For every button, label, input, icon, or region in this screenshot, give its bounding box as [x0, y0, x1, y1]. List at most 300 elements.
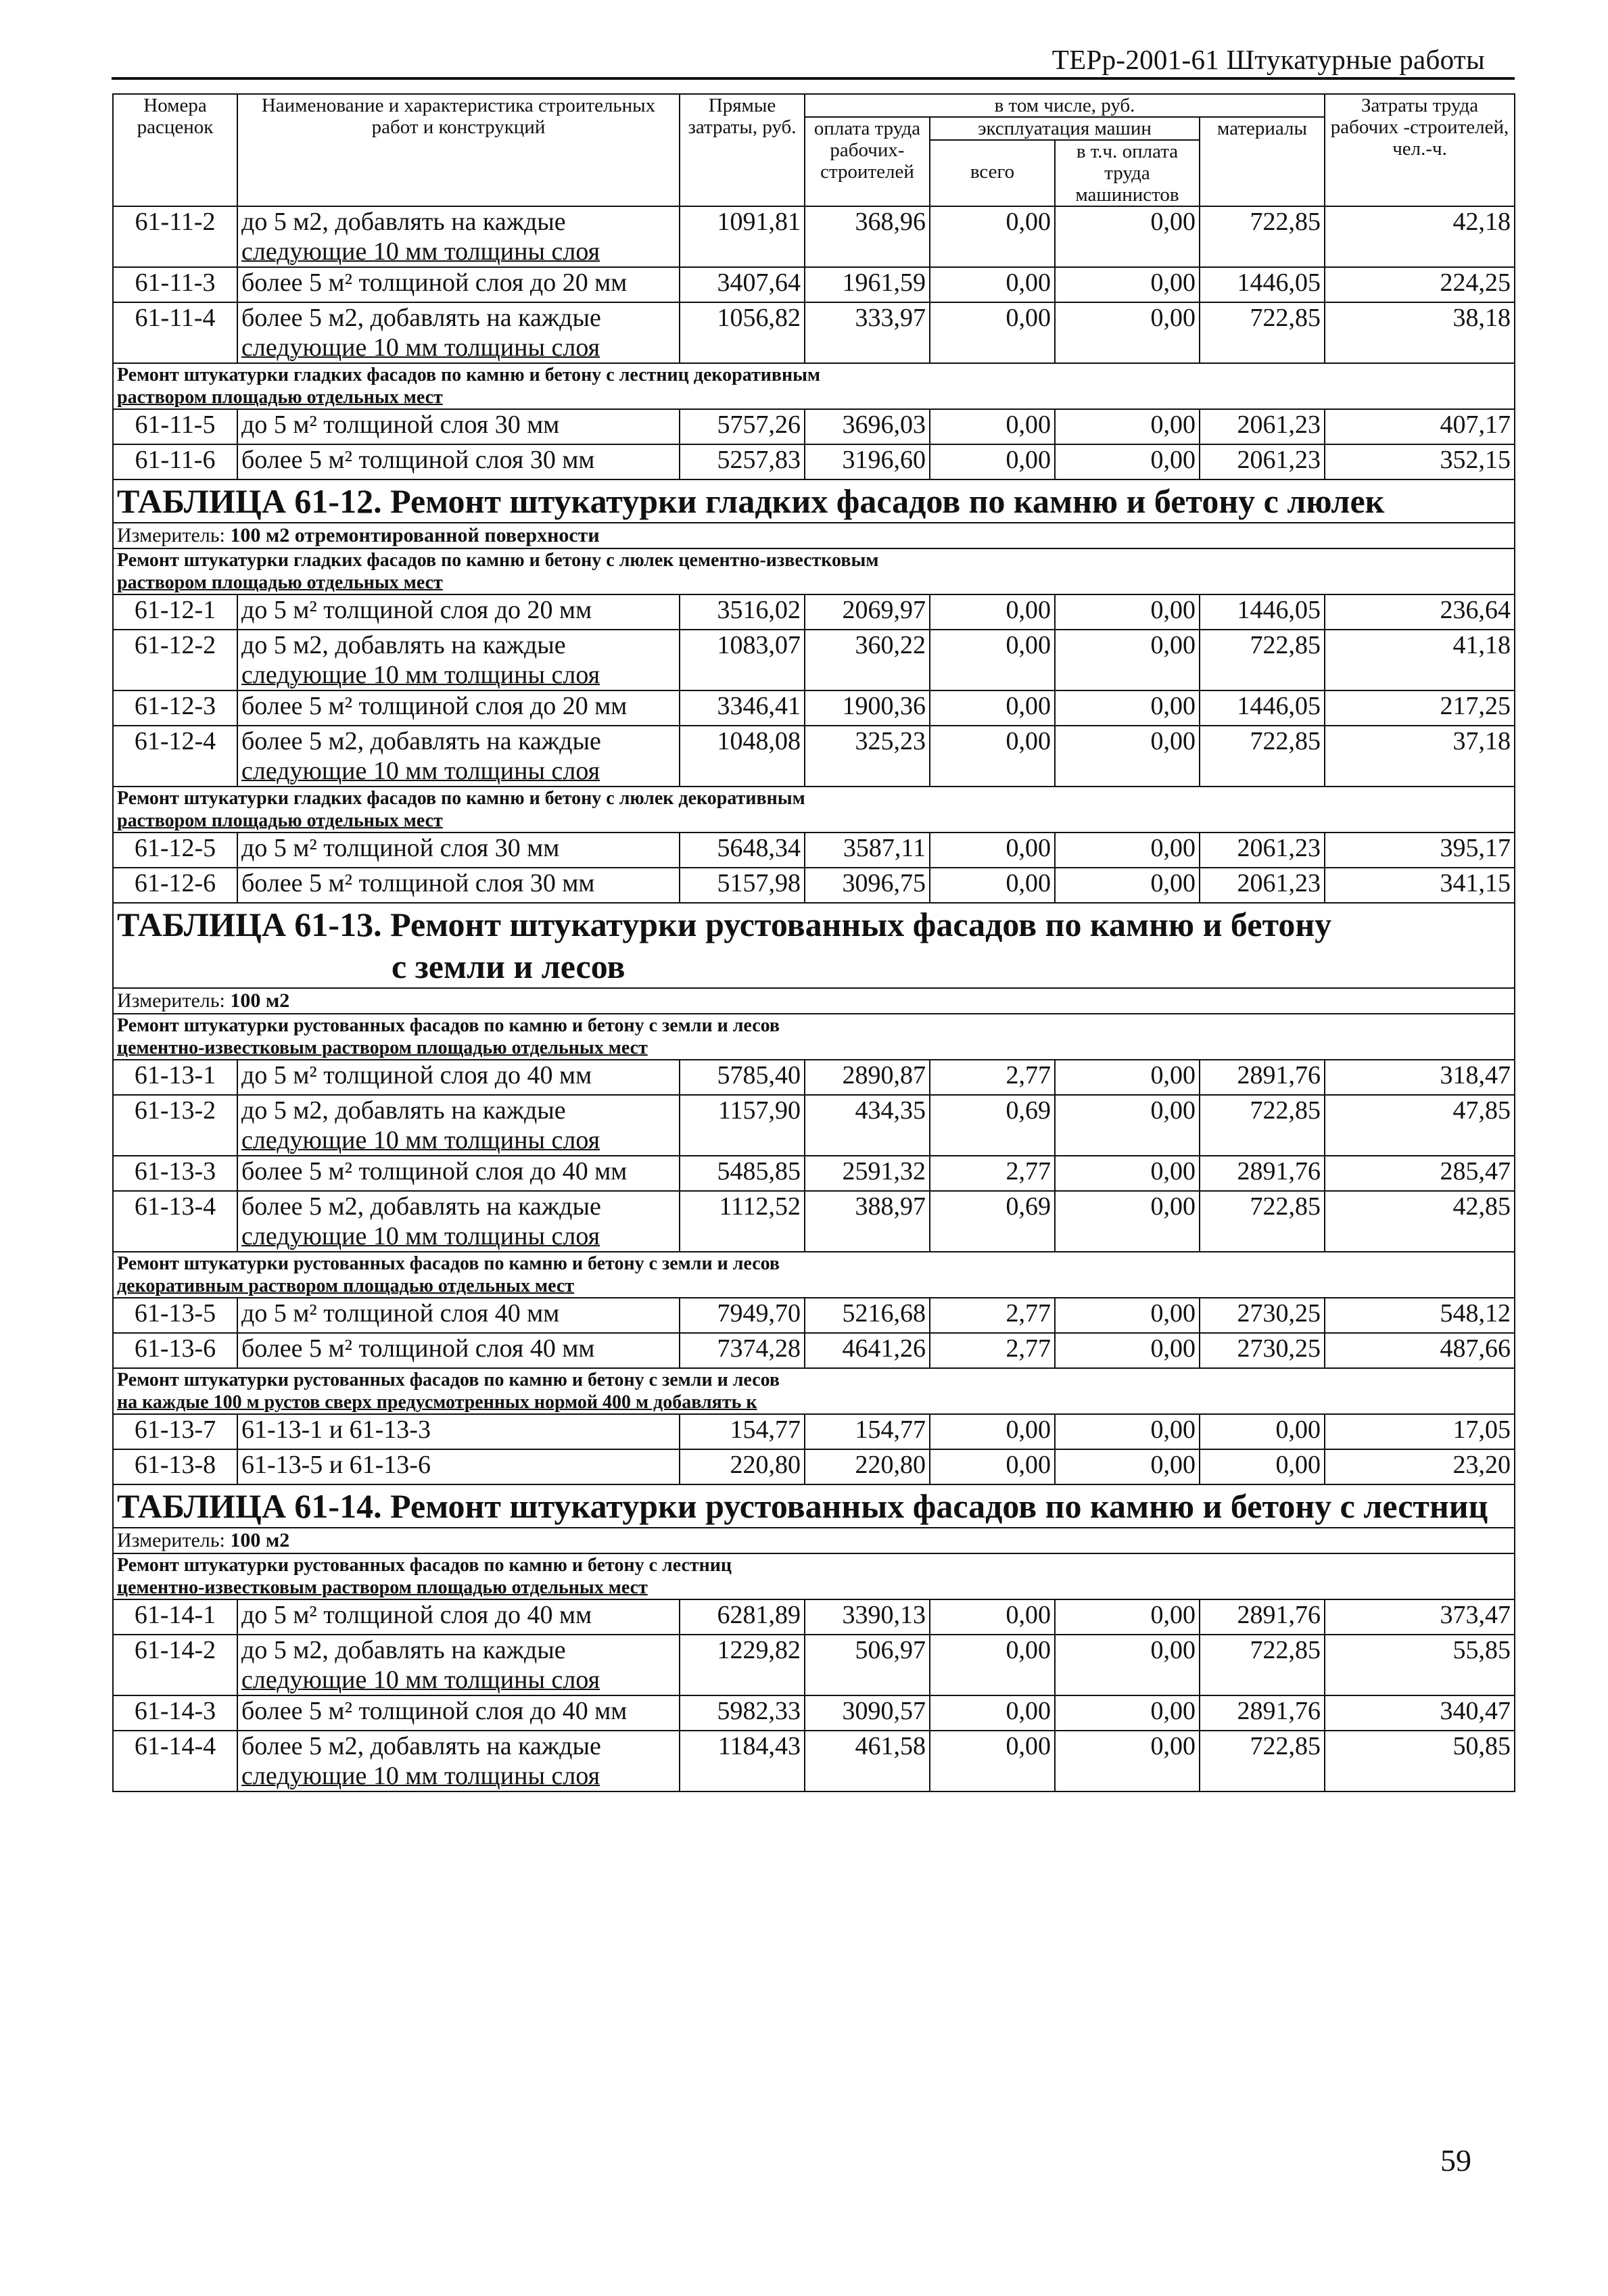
table-title [113, 1484, 1515, 1528]
work-name-line2: следующие 10 мм толщины слоя [241, 333, 600, 362]
cell-m-total: 0,00 [930, 868, 1055, 903]
work-name-line1: более 5 м² толщиной слоя 40 мм [241, 1334, 595, 1363]
work-name-line1: более 5 м2, добавлять на каждые [241, 304, 601, 332]
work-name-line1: до 5 м² толщиной слоя 40 мм [241, 1299, 560, 1328]
cell-materials: 722,85 [1200, 1095, 1325, 1156]
cell-wages: 2591,32 [805, 1156, 930, 1191]
cell-direct: 1048,08 [680, 726, 805, 787]
rate-code: 61-13-5 [113, 1298, 237, 1333]
col-header-machines-wages: в т.ч. оплата труда машинистов [1055, 140, 1200, 206]
cell-materials: 722,85 [1200, 206, 1325, 267]
cell-m-wages: 0,00 [1055, 726, 1200, 787]
work-name-line1: более 5 м² толщиной слоя до 40 мм [241, 1157, 628, 1186]
work-name-line1: 61-13-1 и 61-13-3 [241, 1415, 431, 1444]
cell-materials: 722,85 [1200, 1731, 1325, 1791]
table-title-line1: ТАБЛИЦА 61-14. Ремонт штукатурки рустованных фасадов по камню и бетону с лестниц [117, 1487, 1488, 1525]
cell-materials: 722,85 [1200, 1191, 1325, 1252]
rate-code: 61-14-3 [113, 1695, 237, 1731]
col-header-machines-total: всего [930, 140, 1055, 206]
work-name-line1: до 5 м2, добавлять на каждые [241, 631, 566, 659]
cell-labor: 55,85 [1325, 1635, 1515, 1695]
work-name-line1: более 5 м² толщиной слоя 30 мм [241, 446, 595, 474]
table-title-line1: ТАБЛИЦА 61-12. Ремонт штукатурки гладких фасадов по камню и бетону с люлек [117, 482, 1385, 520]
work-name-line2: следующие 10 мм толщины слоя [241, 661, 600, 689]
rate-code: 61-11-6 [113, 444, 237, 479]
rate-code: 61-14-4 [113, 1731, 237, 1791]
table-row [113, 594, 1515, 630]
section-heading-line2: раствором площадью отдельных мест [117, 387, 443, 408]
cell-labor: 236,64 [1325, 594, 1515, 630]
rate-code: 61-13-6 [113, 1333, 237, 1368]
measure-value: 100 м2 отремонтированной поверхности [230, 524, 600, 546]
cell-materials: 722,85 [1200, 726, 1325, 787]
cell-wages: 154,77 [805, 1414, 930, 1449]
cell-wages: 325,23 [805, 726, 930, 787]
cell-labor: 340,47 [1325, 1695, 1515, 1731]
cell-m-total: 2,77 [930, 1156, 1055, 1191]
cell-m-wages: 0,00 [1055, 1191, 1200, 1252]
cell-labor: 318,47 [1325, 1060, 1515, 1095]
section-heading [113, 1014, 1515, 1060]
work-name [237, 302, 680, 363]
work-name [237, 690, 680, 726]
cell-wages: 2890,87 [805, 1060, 930, 1095]
work-name-line1: до 5 м2, добавлять на каждые [241, 1636, 566, 1664]
work-name [237, 409, 680, 444]
cell-direct: 5982,33 [680, 1695, 805, 1731]
table-row [113, 1695, 1515, 1731]
work-name [237, 1414, 680, 1449]
table-row [113, 1060, 1515, 1095]
rate-code: 61-13-3 [113, 1156, 237, 1191]
cell-materials: 722,85 [1200, 630, 1325, 690]
table-row [113, 1449, 1515, 1484]
table-row [113, 1191, 1515, 1252]
cell-wages: 3090,57 [805, 1695, 930, 1731]
work-name-line2: следующие 10 мм толщины слоя [241, 1762, 600, 1790]
section-heading [113, 787, 1515, 833]
work-name-line2: следующие 10 мм толщины слоя [241, 1666, 600, 1694]
work-name [237, 1731, 680, 1791]
section-heading-line1: Ремонт штукатурки гладких фасадов по камню и бетону с люлек цементно-известковым [117, 550, 879, 571]
cell-wages: 360,22 [805, 630, 930, 690]
cell-m-total: 2,77 [930, 1298, 1055, 1333]
cell-materials: 2061,23 [1200, 444, 1325, 479]
cell-m-total: 0,00 [930, 409, 1055, 444]
cell-wages: 3096,75 [805, 868, 930, 903]
work-name-line2: следующие 10 мм толщины слоя [241, 757, 600, 785]
cell-m-wages: 0,00 [1055, 1333, 1200, 1368]
col-header-wages: оплата труда рабочих-строителей [805, 117, 930, 206]
section-heading [113, 1368, 1515, 1414]
rate-code: 61-12-4 [113, 726, 237, 787]
work-name-line1: более 5 м2, добавлять на каждые [241, 1732, 601, 1760]
cell-direct: 1091,81 [680, 206, 805, 267]
cell-m-total: 0,00 [930, 444, 1055, 479]
table-row [113, 1333, 1515, 1368]
section-heading [113, 1252, 1515, 1298]
cell-wages: 220,80 [805, 1449, 930, 1484]
work-name-line1: до 5 м² толщиной слоя до 20 мм [241, 596, 592, 624]
measure-label: Измеритель: [117, 1529, 225, 1551]
header-rule [112, 77, 1515, 80]
cell-wages: 5216,68 [805, 1298, 930, 1333]
cell-direct: 1157,90 [680, 1095, 805, 1156]
work-name-line1: более 5 м2, добавлять на каждые [241, 727, 601, 755]
cell-direct: 5785,40 [680, 1060, 805, 1095]
cell-labor: 41,18 [1325, 630, 1515, 690]
cell-m-wages: 0,00 [1055, 267, 1200, 302]
cell-m-wages: 0,00 [1055, 1635, 1200, 1695]
section-heading-line2: декоративным раствором площадью отдельных мест [117, 1275, 575, 1296]
col-header-labor: Затраты труда рабочих -строителей, чел.-ч. [1325, 94, 1515, 206]
cell-m-total: 0,00 [930, 1731, 1055, 1791]
work-name-line1: до 5 м2, добавлять на каждые [241, 208, 566, 236]
table-row [113, 1156, 1515, 1191]
cell-labor: 352,15 [1325, 444, 1515, 479]
table-title-line2: с земли и лесов [392, 947, 625, 985]
cell-m-wages: 0,00 [1055, 690, 1200, 726]
cell-wages: 1961,59 [805, 267, 930, 302]
rate-code: 61-13-1 [113, 1060, 237, 1095]
cell-wages: 461,58 [805, 1731, 930, 1791]
work-name-line2: следующие 10 мм толщины слоя [241, 237, 600, 266]
measure-row [113, 523, 1515, 548]
rate-code: 61-12-2 [113, 630, 237, 690]
cell-m-total: 0,00 [930, 302, 1055, 363]
page-header-title: ТЕРр-2001-61 Штукатурные работы [1051, 44, 1485, 75]
cell-m-total: 2,77 [930, 1060, 1055, 1095]
cell-materials: 2891,76 [1200, 1599, 1325, 1635]
cell-wages: 2069,97 [805, 594, 930, 630]
cell-labor: 341,15 [1325, 868, 1515, 903]
section-heading-line1: Ремонт штукатурки рустованных фасадов по камню и бетону с земли и лесов [117, 1369, 780, 1390]
work-name [237, 1191, 680, 1252]
cell-direct: 3346,41 [680, 690, 805, 726]
work-name-line1: до 5 м² толщиной слоя до 40 мм [241, 1061, 592, 1090]
rate-code: 61-14-2 [113, 1635, 237, 1695]
cell-materials: 2730,25 [1200, 1333, 1325, 1368]
cell-materials: 1446,05 [1200, 594, 1325, 630]
cell-materials: 1446,05 [1200, 690, 1325, 726]
work-name-line1: до 5 м² толщиной слоя 30 мм [241, 834, 560, 862]
work-name [237, 206, 680, 267]
cell-wages: 3696,03 [805, 409, 930, 444]
rate-code: 61-12-3 [113, 690, 237, 726]
cell-m-wages: 0,00 [1055, 1695, 1200, 1731]
measure-unit [113, 988, 1515, 1014]
rate-code: 61-12-1 [113, 594, 237, 630]
rate-code: 61-11-3 [113, 267, 237, 302]
table-row [113, 302, 1515, 363]
cell-m-wages: 0,00 [1055, 594, 1200, 630]
table-title-line1: ТАБЛИЦА 61-13. Ремонт штукатурки рустованных фасадов по камню и бетону [117, 906, 1332, 943]
table-row [113, 444, 1515, 479]
work-name [237, 1695, 680, 1731]
cell-materials: 1446,05 [1200, 267, 1325, 302]
cell-wages: 3587,11 [805, 833, 930, 868]
measure-label: Измеритель: [117, 524, 225, 546]
cell-m-total: 0,69 [930, 1095, 1055, 1156]
cell-m-total: 0,00 [930, 630, 1055, 690]
section-heading-line2: цементно-известковым раствором площадью отдельных мест [117, 1037, 648, 1058]
cell-m-total: 0,00 [930, 1414, 1055, 1449]
cell-m-wages: 0,00 [1055, 444, 1200, 479]
cell-wages: 1900,36 [805, 690, 930, 726]
cell-labor: 37,18 [1325, 726, 1515, 787]
cell-m-wages: 0,00 [1055, 206, 1200, 267]
section-heading-line1: Ремонт штукатурки гладких фасадов по камню и бетону с люлек декоративным [117, 788, 805, 809]
section-heading-line2: на каждые 100 м рустов сверх предусмотренных нормой 400 м добавлять к [117, 1392, 757, 1413]
cell-materials: 2891,76 [1200, 1695, 1325, 1731]
cell-direct: 5648,34 [680, 833, 805, 868]
work-name [237, 1095, 680, 1156]
section-row [113, 363, 1515, 409]
work-name [237, 1298, 680, 1333]
table-title [113, 479, 1515, 523]
section-heading [113, 1553, 1515, 1599]
cell-labor: 407,17 [1325, 409, 1515, 444]
rate-code: 61-13-7 [113, 1414, 237, 1449]
cell-labor: 23,20 [1325, 1449, 1515, 1484]
cell-wages: 434,35 [805, 1095, 930, 1156]
section-heading-line2: цементно-известковым раствором площадью отдельных мест [117, 1577, 648, 1598]
measure-label: Измеритель: [117, 989, 225, 1012]
cell-direct: 5757,26 [680, 409, 805, 444]
rate-code: 61-11-2 [113, 206, 237, 267]
cell-direct: 7949,70 [680, 1298, 805, 1333]
cell-direct: 220,80 [680, 1449, 805, 1484]
table-row [113, 1414, 1515, 1449]
cell-labor: 17,05 [1325, 1414, 1515, 1449]
section-heading [113, 548, 1515, 594]
cell-direct: 3516,02 [680, 594, 805, 630]
cell-m-total: 0,00 [930, 1695, 1055, 1731]
cell-materials: 722,85 [1200, 302, 1325, 363]
cell-labor: 38,18 [1325, 302, 1515, 363]
col-header-name: Наименование и характеристика строительных работ и конструкций [237, 94, 680, 206]
rate-code: 61-13-8 [113, 1449, 237, 1484]
cell-labor: 373,47 [1325, 1599, 1515, 1635]
cell-wages: 3390,13 [805, 1599, 930, 1635]
work-name [237, 1635, 680, 1695]
rate-code: 61-14-1 [113, 1599, 237, 1635]
cell-labor: 50,85 [1325, 1731, 1515, 1791]
work-name [237, 1599, 680, 1635]
measure-unit [113, 523, 1515, 548]
work-name-line1: более 5 м² толщиной слоя до 20 мм [241, 268, 628, 297]
cell-materials: 2061,23 [1200, 409, 1325, 444]
cell-labor: 395,17 [1325, 833, 1515, 868]
cell-direct: 6281,89 [680, 1599, 805, 1635]
cell-m-total: 0,00 [930, 1635, 1055, 1695]
cell-materials: 2891,76 [1200, 1060, 1325, 1095]
work-name-line1: более 5 м² толщиной слоя до 20 мм [241, 692, 628, 720]
cell-direct: 3407,64 [680, 267, 805, 302]
cell-direct: 1184,43 [680, 1731, 805, 1791]
work-name-line2: следующие 10 мм толщины слоя [241, 1222, 600, 1250]
cell-wages: 388,97 [805, 1191, 930, 1252]
section-row [113, 1252, 1515, 1298]
cell-materials: 2061,23 [1200, 868, 1325, 903]
col-header-materials: материалы [1200, 117, 1325, 206]
work-name [237, 833, 680, 868]
cell-labor: 285,47 [1325, 1156, 1515, 1191]
col-header-direct: Прямые затраты, руб. [680, 94, 805, 206]
table-row [113, 1095, 1515, 1156]
page-number: 59 [1440, 2143, 1471, 2178]
cell-direct: 1083,07 [680, 630, 805, 690]
work-name [237, 444, 680, 479]
section-heading-line1: Ремонт штукатурки рустованных фасадов по камню и бетону с земли и лесов [117, 1015, 780, 1036]
work-name [237, 1060, 680, 1095]
cell-m-total: 0,00 [930, 206, 1055, 267]
rate-code: 61-13-4 [113, 1191, 237, 1252]
cell-labor: 487,66 [1325, 1333, 1515, 1368]
cell-direct: 1229,82 [680, 1635, 805, 1695]
section-heading [113, 363, 1515, 409]
cell-m-wages: 0,00 [1055, 1095, 1200, 1156]
cell-m-wages: 0,00 [1055, 1156, 1200, 1191]
section-row [113, 1553, 1515, 1599]
cell-m-wages: 0,00 [1055, 1599, 1200, 1635]
cell-m-wages: 0,00 [1055, 833, 1200, 868]
table-row [113, 267, 1515, 302]
cell-m-total: 0,00 [930, 690, 1055, 726]
cell-m-total: 0,00 [930, 833, 1055, 868]
cell-m-total: 0,00 [930, 1449, 1055, 1484]
cell-labor: 47,85 [1325, 1095, 1515, 1156]
cell-labor: 224,25 [1325, 267, 1515, 302]
cell-materials: 0,00 [1200, 1449, 1325, 1484]
cell-wages: 4641,26 [805, 1333, 930, 1368]
table-title [113, 903, 1515, 988]
cell-materials: 722,85 [1200, 1635, 1325, 1695]
table-row [113, 868, 1515, 903]
cell-m-wages: 0,00 [1055, 1414, 1200, 1449]
section-heading-line2: раствором площадью отдельных мест [117, 572, 443, 593]
rates-table [112, 93, 1515, 1792]
cell-materials: 2730,25 [1200, 1298, 1325, 1333]
col-header-incl: в том числе, руб. [805, 94, 1325, 117]
cell-wages: 506,97 [805, 1635, 930, 1695]
table-row [113, 1298, 1515, 1333]
cell-m-wages: 0,00 [1055, 1060, 1200, 1095]
cell-m-wages: 0,00 [1055, 409, 1200, 444]
section-heading-line1: Ремонт штукатурки рустованных фасадов по камню и бетону с земли и лесов [117, 1253, 780, 1274]
table-row [113, 1731, 1515, 1791]
section-row [113, 1368, 1515, 1414]
cell-direct: 154,77 [680, 1414, 805, 1449]
col-header-code: Номера расценок [113, 94, 237, 206]
cell-materials: 0,00 [1200, 1414, 1325, 1449]
work-name [237, 1333, 680, 1368]
cell-direct: 5485,85 [680, 1156, 805, 1191]
cell-m-wages: 0,00 [1055, 302, 1200, 363]
cell-labor: 42,18 [1325, 206, 1515, 267]
table-row [113, 409, 1515, 444]
table-title-row [113, 479, 1515, 523]
work-name [237, 594, 680, 630]
cell-materials: 2061,23 [1200, 833, 1325, 868]
cell-m-wages: 0,00 [1055, 1449, 1200, 1484]
cell-wages: 3196,60 [805, 444, 930, 479]
table-title-row [113, 903, 1515, 988]
cell-m-wages: 0,00 [1055, 1731, 1200, 1791]
cell-labor: 217,25 [1325, 690, 1515, 726]
cell-labor: 548,12 [1325, 1298, 1515, 1333]
work-name-line1: до 5 м² толщиной слоя до 40 мм [241, 1601, 592, 1629]
work-name-line1: более 5 м2, добавлять на каждые [241, 1192, 601, 1221]
rate-code: 61-11-4 [113, 302, 237, 363]
cell-m-wages: 0,00 [1055, 868, 1200, 903]
cell-labor: 42,85 [1325, 1191, 1515, 1252]
cell-direct: 5157,98 [680, 868, 805, 903]
work-name [237, 1449, 680, 1484]
cell-wages: 333,97 [805, 302, 930, 363]
cell-m-wages: 0,00 [1055, 1298, 1200, 1333]
col-header-machines: эксплуатация машин [930, 117, 1200, 140]
cell-direct: 5257,83 [680, 444, 805, 479]
work-name-line1: более 5 м² толщиной слоя до 40 мм [241, 1697, 628, 1725]
rate-code: 61-11-5 [113, 409, 237, 444]
cell-m-total: 0,00 [930, 726, 1055, 787]
table-row [113, 1599, 1515, 1635]
cell-direct: 7374,28 [680, 1333, 805, 1368]
table-row [113, 690, 1515, 726]
work-name [237, 726, 680, 787]
table-row [113, 206, 1515, 267]
work-name-line2: следующие 10 мм толщины слоя [241, 1126, 600, 1154]
table-row [113, 833, 1515, 868]
work-name [237, 267, 680, 302]
measure-value: 100 м2 [230, 1529, 290, 1551]
table-row [113, 726, 1515, 787]
cell-m-total: 0,00 [930, 594, 1055, 630]
rate-code: 61-13-2 [113, 1095, 237, 1156]
cell-materials: 2891,76 [1200, 1156, 1325, 1191]
section-row [113, 1014, 1515, 1060]
measure-row [113, 1528, 1515, 1553]
cell-wages: 368,96 [805, 206, 930, 267]
section-heading-line1: Ремонт штукатурки гладких фасадов по камню и бетону с лестниц декоративным [117, 365, 821, 385]
measure-value: 100 м2 [230, 989, 290, 1012]
work-name [237, 1156, 680, 1191]
section-row [113, 787, 1515, 833]
cell-m-total: 0,00 [930, 267, 1055, 302]
cell-direct: 1056,82 [680, 302, 805, 363]
work-name-line1: более 5 м² толщиной слоя 30 мм [241, 869, 595, 897]
cell-m-total: 0,00 [930, 1599, 1055, 1635]
table-row [113, 1635, 1515, 1695]
work-name [237, 630, 680, 690]
cell-m-total: 0,69 [930, 1191, 1055, 1252]
measure-unit [113, 1528, 1515, 1553]
section-heading-line1: Ремонт штукатурки рустованных фасадов по камню и бетону с лестниц [117, 1555, 732, 1576]
rate-code: 61-12-5 [113, 833, 237, 868]
work-name [237, 868, 680, 903]
cell-m-wages: 0,00 [1055, 630, 1200, 690]
work-name-line1: до 5 м² толщиной слоя 30 мм [241, 411, 560, 439]
table-row [113, 630, 1515, 690]
cell-direct: 1112,52 [680, 1191, 805, 1252]
work-name-line1: до 5 м2, добавлять на каждые [241, 1096, 566, 1125]
measure-row [113, 988, 1515, 1014]
work-name-line1: 61-13-5 и 61-13-6 [241, 1451, 431, 1479]
rate-code: 61-12-6 [113, 868, 237, 903]
section-row [113, 548, 1515, 594]
cell-m-total: 2,77 [930, 1333, 1055, 1368]
